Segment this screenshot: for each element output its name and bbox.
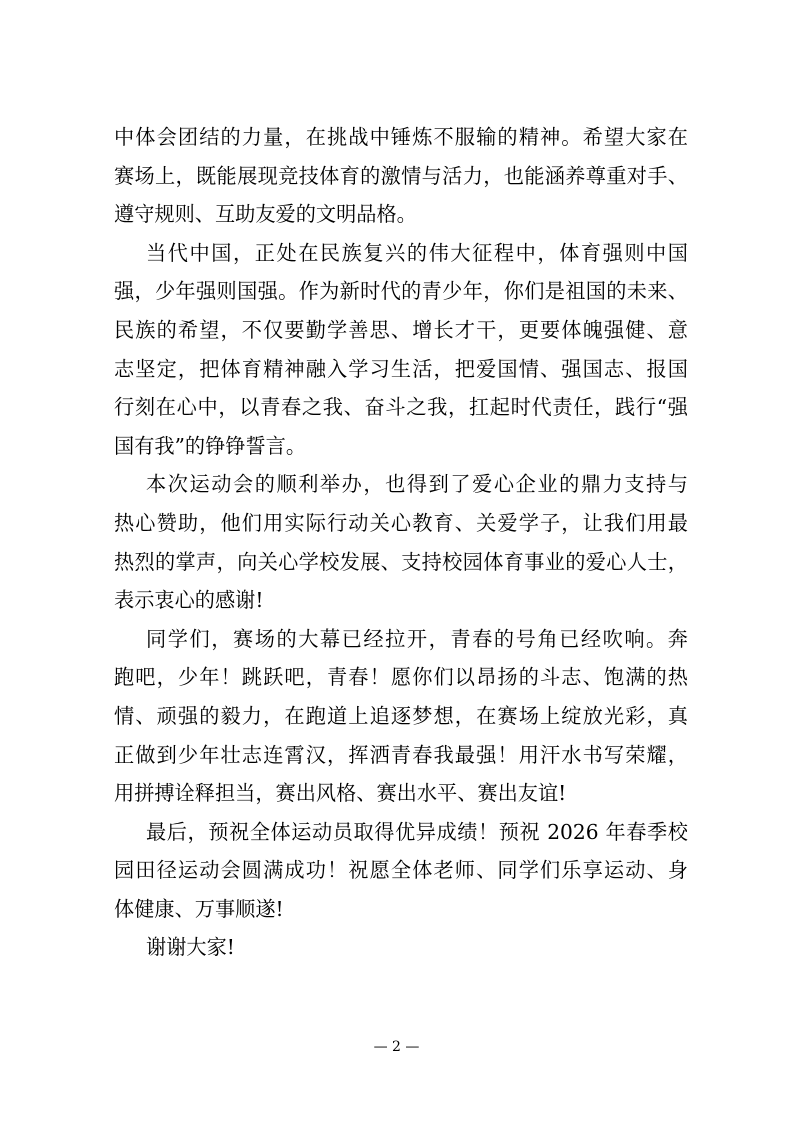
text-line: 热心赞助，他们用实际行动关心教育、关爱学子，让我们用最 [114,510,688,535]
text-line: 表示衷心的感谢! [114,588,264,613]
page-number: — 2 — [373,1039,420,1055]
text-line: 遵守规则、互助友爱的文明品格。 [114,202,417,227]
text-line: 正做到少年壮志连霄汉，挥洒青春我最强！用汗水书写荣耀， [114,742,688,767]
text-line: 最后，预祝全体运动员取得优异成绩！预祝 2026 年春季校 [146,819,688,844]
text-line: 体健康、万事顺遂! [114,896,284,921]
text-line: 中体会团结的力量，在挑战中锤炼不服输的精神。希望大家在 [114,125,688,149]
text-line: 行刻在心中，以青春之我、奋斗之我，扛起时代责任，践行“强 [114,395,688,420]
text-line: 用拼搏诠释担当，赛出风格、赛出水平、赛出友谊! [114,781,567,806]
document-body [114,118,688,967]
text-line: 国有我”的铮铮誓言。 [114,433,307,458]
text-line: 赛场上，既能展现竞技体育的激情与活力，也能涵养尊重对手、 [114,163,688,188]
text-line: 当代中国，正处在民族复兴的伟大征程中，体育强则中国 [146,240,688,265]
text-line: 强，少年强则国强。作为新时代的青少年，你们是祖国的未来、 [114,279,688,304]
text-line: 本次运动会的顺利举办，也得到了爱心企业的鼎力支持与 [146,472,688,497]
text-line: 园田径运动会圆满成功！祝愿全体老师、同学们乐享运动、身 [114,858,688,883]
text-line: 情、顽强的毅力，在跑道上追逐梦想，在赛场上绽放光彩，真 [114,703,688,728]
text-line: 谢谢大家! [146,935,235,960]
text-line: 民族的希望，不仅要勤学善思、增长才干，更要体魄强健、意 [114,317,688,342]
text-line: 跑吧，少年！跳跃吧，青春！愿你们以昂扬的斗志、饱满的热 [114,665,688,690]
text-line: 热烈的掌声，向关心学校发展、支持校园体育事业的爱心人士， [114,549,688,574]
text-line: 同学们，赛场的大幕已经拉开，青春的号角已经吹响。奔 [146,626,688,651]
text-line: 志坚定，把体育精神融入学习生活，把爱国情、强国志、报国 [114,356,688,381]
